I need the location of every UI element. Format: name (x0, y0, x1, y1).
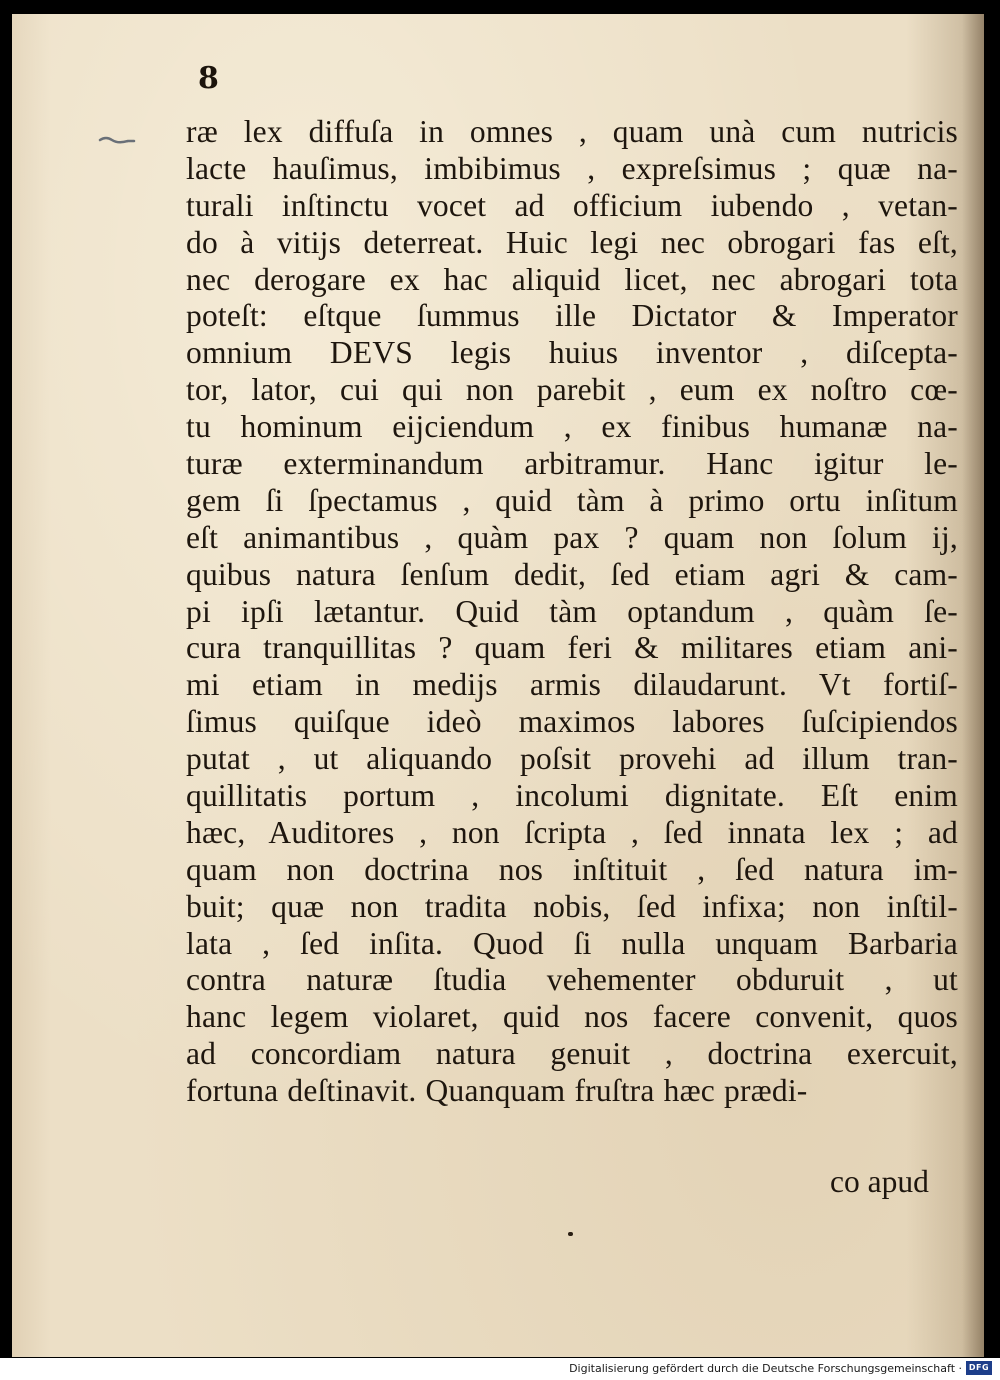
text-line: contra naturæ ſtudia vehementer obduruit , ut (186, 962, 958, 998)
margin-ink-mark-icon (98, 134, 136, 146)
text-line: omnium DEVS legis huius inventor , diſcepta- (186, 335, 958, 371)
text-line: ad concordiam natura genuit , doctrina exercuit, (186, 1036, 958, 1072)
text-line: mi etiam in medijs armis dilaudarunt. Vt fortiſ- (186, 667, 958, 703)
text-line: turali inſtinctu vocet ad officium iubendo , vetan- (186, 187, 958, 223)
text-line: lata , ſed inſita. Quod ſi nulla unquam Barbaria (186, 925, 958, 961)
text-line: poteſt: eſtque ſummus ille Dictator & Imperator (186, 298, 958, 334)
text-line: cura tranquillitas ? quam feri & militares etiam ani- (186, 630, 958, 666)
funding-credit: Digitalisierung gefördert durch die Deutsche Forschungsgemeinschaft · (569, 1362, 962, 1375)
text-line: eſt animantibus , quàm pax ? quam non ſolum ij, (186, 519, 958, 555)
text-line: pi ipſi lætantur. Quid tàm optandum , quàm ſe- (186, 593, 958, 629)
text-line: lacte hauſimus, imbibimus , expreſsimus ; quæ na- (186, 150, 958, 186)
text-line: do à vitijs deterreat. Huic legi nec obrogari fas eſt, (186, 224, 958, 260)
dfg-logo-icon: DFG (966, 1361, 992, 1375)
text-line: nec derogare ex hac aliquid licet, nec abrogari tota (186, 261, 958, 297)
page-edge-shadow (962, 14, 984, 1357)
text-line: tor, lator, cui qui non parebit , eum ex noſtro cœ- (186, 372, 958, 408)
body-text (186, 114, 958, 1110)
text-line: buit; quæ non tradita nobis, ſed infixa; non inſtil- (186, 888, 958, 924)
catchword: co apud (830, 1164, 929, 1199)
text-line: quam non doctrina nos inſtituit , ſed natura im- (186, 851, 958, 887)
text-line: tu hominum eijciendum , ex finibus humanæ na- (186, 409, 958, 445)
ink-speck-icon (568, 1232, 573, 1236)
page-number: 8 (198, 61, 219, 96)
book-page (12, 14, 984, 1357)
text-line: quibus natura ſenſum dedit, ſed etiam agri & cam- (186, 556, 958, 592)
text-line: quillitatis portum , incolumi dignitate. Eſt enim (186, 778, 958, 814)
text-line: hanc legem violaret, quid nos facere convenit, quos (186, 999, 958, 1035)
digitization-footer (0, 1358, 1000, 1380)
text-line: hæc, Auditores , non ſcripta , ſed innata lex ; ad (186, 814, 958, 850)
text-line: putat , ut aliquando poſsit provehi ad illum tran- (186, 741, 958, 777)
text-line: ſimus quiſque ideò maximos labores ſuſcipiendos (186, 704, 958, 740)
text-line: turæ exterminandum arbitramur. Hanc igitur le- (186, 446, 958, 482)
text-line: gem ſi ſpectamus , quid tàm à primo ortu inſitum (186, 482, 958, 518)
text-line: fortuna deſtinavit. Quanquam fruſtra hæc prædi- (186, 1073, 808, 1109)
text-line: ræ lex diffuſa in omnes , quam unà cum nutricis (186, 114, 958, 149)
